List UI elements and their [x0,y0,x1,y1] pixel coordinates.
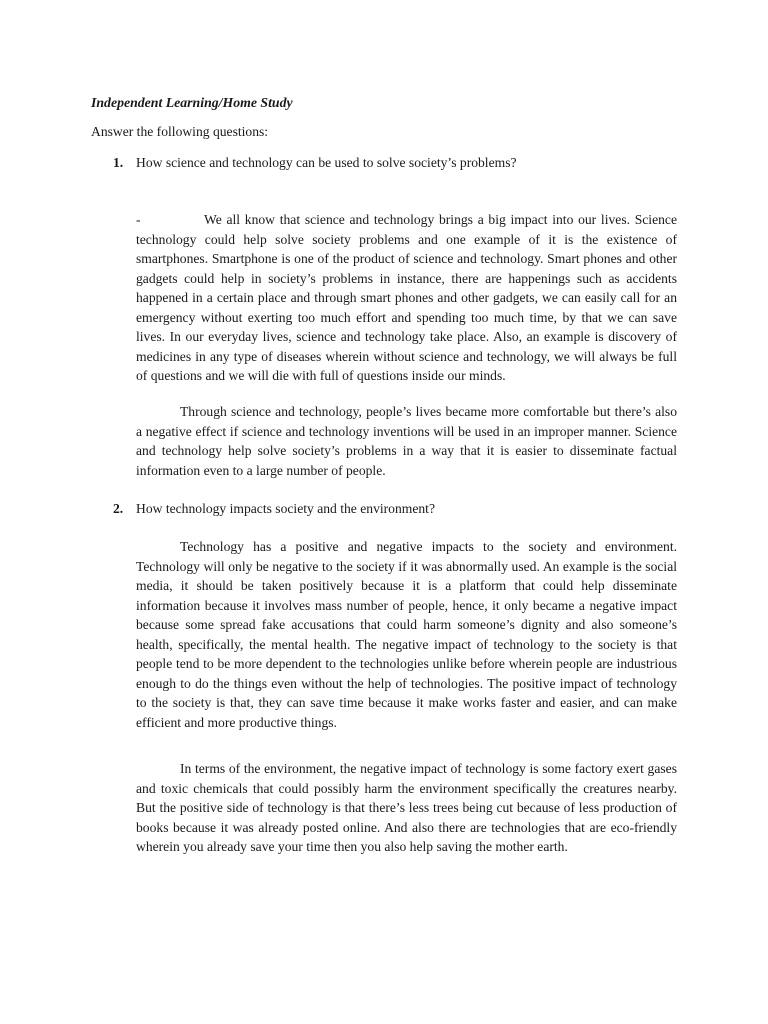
bullet-dash: - [136,212,141,227]
answer-1-paragraph-1 [136,210,677,386]
question-text: How science and technology can be used to solve society’s problems? [136,155,517,170]
instruction-text: Answer the following questions: [91,124,269,139]
answer-2-paragraph-2: In terms of the environment, the negative impact of technology is some factory exert gases and toxic chemicals that could possibly harm the environment specifically the creatures nearby. But the positive side of technology is that there’s less trees being cut because of less production of books because it was already posted online. And also there are technologies that are eco-friendly wherein you already save your time then you also help saving the mother earth. [136,761,677,854]
question-text: How technology impacts society and the environment? [136,501,435,516]
page-heading: Independent Learning/Home Study [91,95,293,110]
question-number: 2. [113,501,124,516]
answer-text: We all know that science and technology brings a big impact into our lives. Science technology could help solve society problems and one example of it is the existence of smartphones. Smartphone is one of the product of science and technology. Smart phones and other gadgets could help in society’s problems in instance, there are happenings such as accidents happened in a certain place and through smart phones and other gadgets, we can easily call for an emergency without exerting too much effort and spending too much time, by that we can save lives. In our everyday lives, science and technology take place. Also, an example is discovery of medicines in any type of diseases wherein without science and technology, we will always be full of questions and we will die with full of questions inside our minds. [136,212,677,383]
answer-2-paragraph-1: Technology has a positive and negative impacts to the society and environment. Technology will only be negative to the society if it was abnormally used. An example is the social media, it should be taken positively because it is a platform that could help disseminate information because it involves mass number of people, hence, it only became a negative impact because some spread fake accusations that could harm someone’s dignity and also someone’s health, specifically, the mental health. The negative impact of technology to the society is that people tend to be more dependent to the technologies unlike before wherein people are industrious enough to do the things even without the help of technologies. The positive impact of technology to the society is that, they can save time because it make works faster and easier, and can make efficient and more productive things. [136,539,677,730]
answer-1-paragraph-2: Through science and technology, people’s lives became more comfortable but there’s also a negative effect if science and technology inventions will be used in an improper manner. Science and technology help solve society’s problems in a way that it is easier to disseminate factual information even to a large number of people. [136,404,677,478]
question-2 [113,500,435,518]
question-1 [113,154,517,172]
question-number: 1. [113,155,124,170]
